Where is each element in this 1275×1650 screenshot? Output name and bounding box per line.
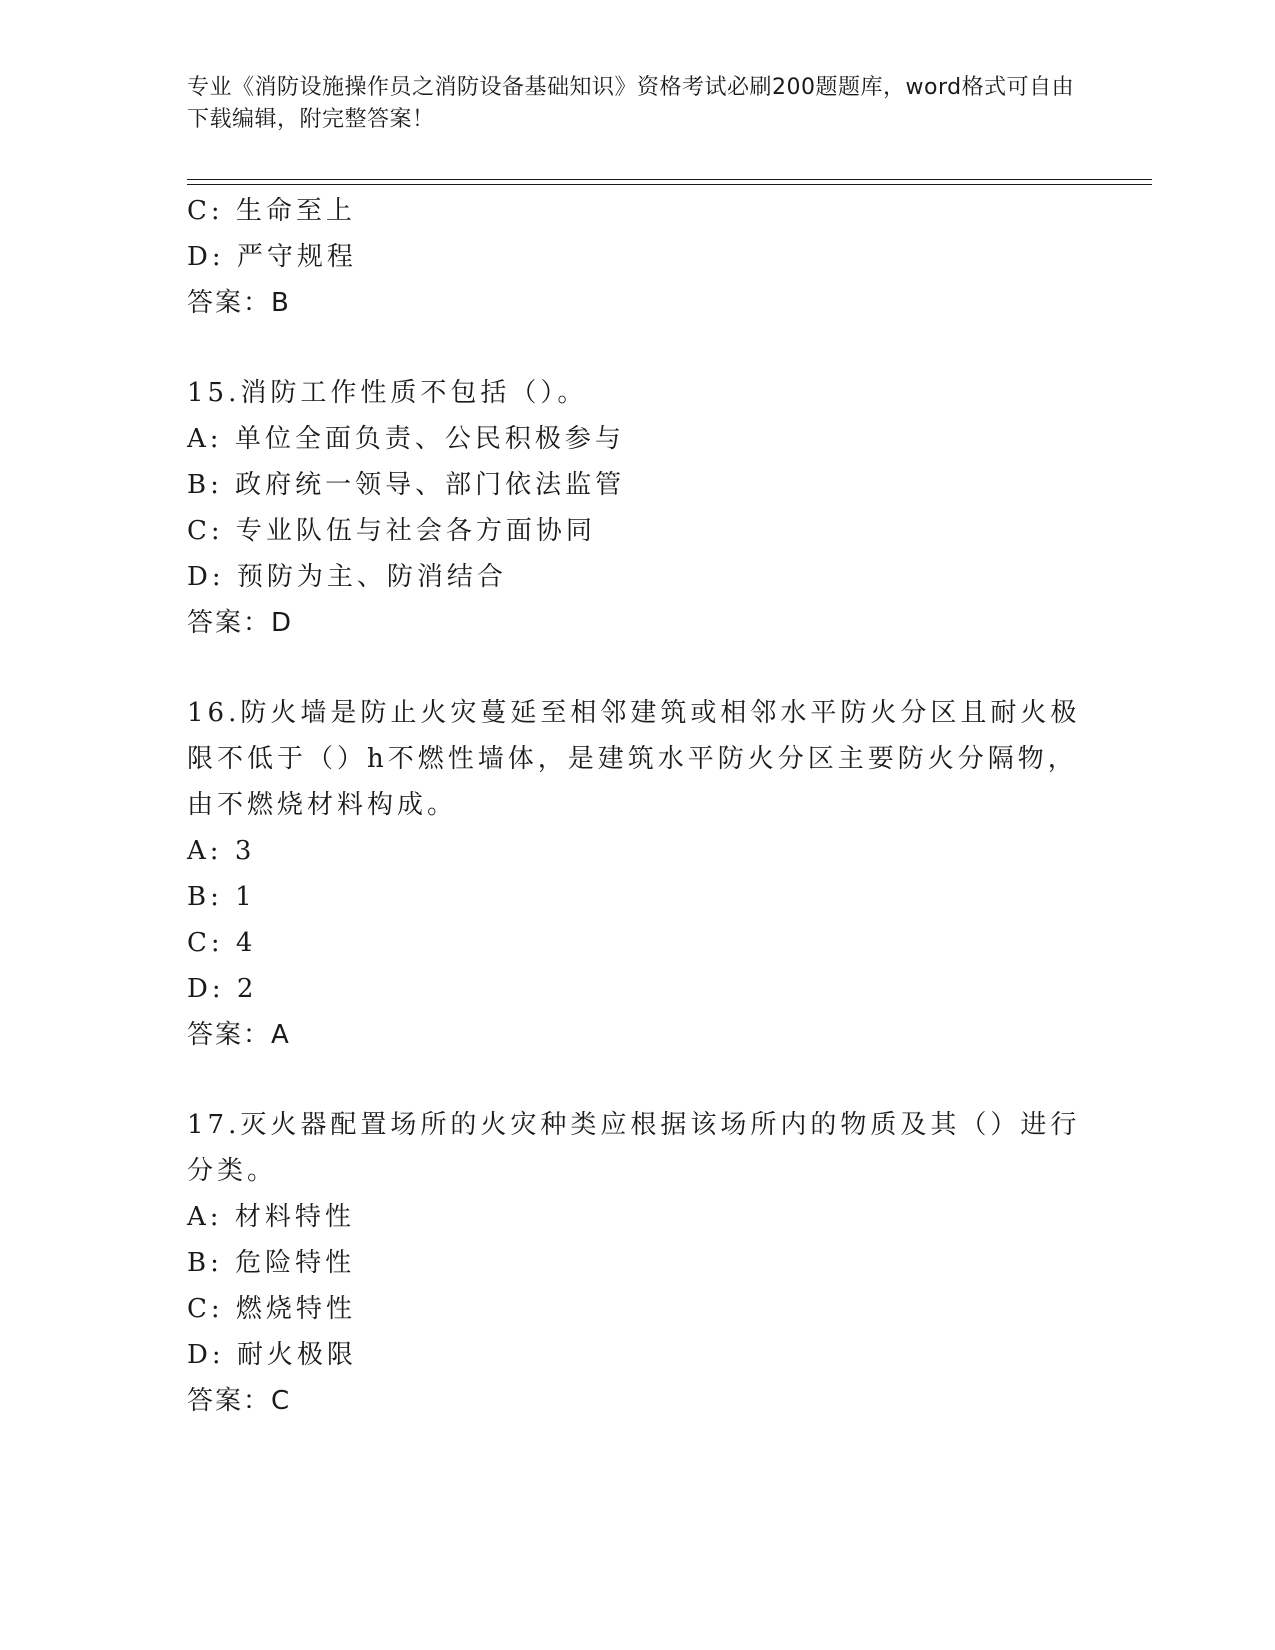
option-d: D: 预防为主、防消结合: [187, 562, 507, 592]
header-rule-bottom: [187, 184, 1152, 185]
page-header: 专业《消防设施操作员之消防设备基础知识》资格考试必刷200题题库，word格式可自由下载编辑，附完整答案！: [187, 75, 1075, 132]
option-c: C: 专业队伍与社会各方面协同: [187, 516, 596, 546]
option-b: B: 政府统一领导、部门依法监管: [187, 470, 626, 500]
option-d: D: 严守规程: [187, 242, 357, 272]
question-16: [187, 690, 1087, 1058]
option-a: A: 材料特性: [187, 1202, 355, 1232]
answer: 答案：B: [187, 288, 291, 318]
question-stem: 17.灭火器配置场所的火灾种类应根据该场所内的物质及其（）进行分类。: [187, 1110, 1081, 1186]
question-content: [187, 188, 1087, 1424]
option-b: B: 危险特性: [187, 1248, 356, 1278]
option-d: D: 耐火极限: [187, 1340, 357, 1370]
option-d: D: 2: [187, 974, 258, 1004]
option-a: A: 单位全面负责、公民积极参与: [187, 424, 625, 454]
question-stem: 16.防火墙是防止火灾蔓延至相邻建筑或相邻水平防火分区且耐火极限不低于（）h不燃性墙体，是建筑水平防火分区主要防火分隔物，由不燃烧材料构成。: [187, 698, 1081, 820]
question-17: [187, 1102, 1087, 1424]
option-b: B: 1: [187, 882, 256, 912]
question-15: [187, 370, 1087, 646]
question-stem: 15.消防工作性质不包括（）。: [187, 378, 588, 408]
header-rule-top: [187, 179, 1152, 180]
option-a: A: 3: [187, 836, 256, 866]
answer: 答案：C: [187, 1386, 292, 1416]
answer: 答案：D: [187, 608, 294, 638]
option-c: C: 生命至上: [187, 196, 356, 226]
answer: 答案：A: [187, 1020, 291, 1050]
option-c: C: 燃烧特性: [187, 1294, 356, 1324]
option-c: C: 4: [187, 928, 257, 958]
partial-question: [187, 188, 1087, 326]
